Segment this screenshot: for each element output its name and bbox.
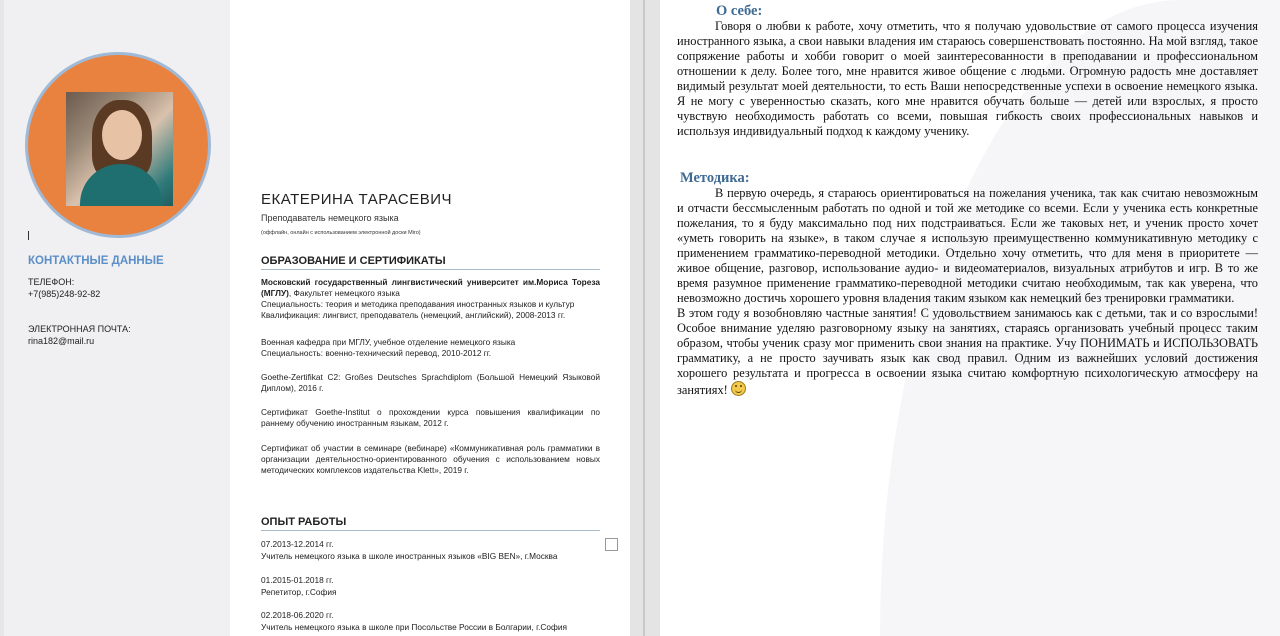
job-description: Репетитор, г.София [261, 587, 337, 597]
section-divider [261, 269, 600, 270]
job-entry [261, 574, 606, 598]
method-text [677, 186, 1258, 398]
page-separator [643, 0, 645, 636]
education-entry: Сертификат об участии в семинаре (вебинаре) «Коммуникативная роль грамматики в организации деятельностно-ориентированного обучения с использованием новых методических комплексов издательства Klett», 2019 г. [261, 443, 600, 475]
lessons-paragraph: В этом году я возобновляю частные занятия! С удовольствием занимаюсь как с детьми, так и со взрослыми! Особое внимание уделяю разговорному языку на занятиях, стараясь организовать учебный процесс таким образом, чтобы ученик сразу мог применить свои знания на практике. Учу ПОНИМАТЬ и ИСПОЛЬЗОВАТЬ грамматику, а не просто заучивать язык как свод правил. Одним из важнейших условий достижения хорошего результата и прогресса в освоении языка считаю комфортную психологическую атмосферу на занятиях! [677, 306, 1258, 397]
email-value: rina182@mail.ru [28, 336, 95, 346]
text-cursor [28, 231, 29, 240]
job-period: 01.2015-01.2018 гг. [261, 575, 334, 585]
contacts-heading: КОНТАКТНЫЕ ДАННЫЕ [28, 255, 164, 267]
smiley-icon [731, 381, 746, 396]
education-entry: Московский государственный лингвистический университет им.Мориса Тореза (МГЛУ), Факультет немецкого языка Специальность: теория и методика преподавания иностранных языков и культур Квалификация: лингвист, преподаватель (немецкий, английский), 2008-2013 гг. [261, 277, 600, 320]
candidate-role-note: (оффлайн, онлайн с использованием электронной доски Miro) [261, 230, 421, 236]
experience-title: ОПЫТ РАБОТЫ [261, 516, 347, 528]
method-heading: Методика: [680, 170, 750, 186]
candidate-role: Преподаватель немецкого языка [261, 213, 399, 223]
job-description: Учитель немецкого языка в школе иностранных языков «BIG BEN», г.Москва [261, 551, 558, 561]
profile-photo[interactable] [66, 92, 173, 206]
job-entry [261, 609, 606, 633]
education-entry: Goethe-Zertifikat C2: Großes Deutsches Sprachdiplom (Большой Немецкий Языковой Диплом), 2016 г. [261, 372, 600, 393]
about-page [660, 0, 1280, 636]
university-name: Московский государственный лингвистический университет им.Мориса Тореза (МГЛУ) [261, 277, 600, 298]
phone-value: +7(985)248-92-82 [28, 289, 101, 299]
section-divider [261, 530, 600, 531]
resume-page [4, 0, 630, 636]
job-period: 07.2013-12.2014 гг. [261, 539, 334, 549]
about-heading: О себе: [716, 3, 763, 19]
about-paragraph: Говоря о любви к работе, хочу отметить, что я получаю удовольствие от самого процесса изучения иностранного языка, а свои навыки владения им стараюсь совершенствовать постоянно. На мой взгляд, такое сопряжение работы и хобби говорит о моей заинтересованности в преподавании и профессиональном отношении к делу. Более того, мне нравится живое общение с людьми. Огромную радость мне доставляет видимый результат моей деятельности, то есть Ваши непосредственные успехи в освоение немецкого языка. Я не могу с уверенностью сказать, кого мне нравится обучать больше — детей или взрослых, я просто чувствую необходимость работать со всеми, повышая гибкость своих профессиональных навыков и используя индивидуальный подход к каждому ученику. [677, 19, 1258, 138]
education-entry: Военная кафедра при МГЛУ, учебное отделение немецкого языка Специальность: военно-технический перевод, 2010-2012 гг. [261, 337, 516, 358]
phone-label: ТЕЛЕФОН: [28, 277, 75, 287]
email-label: ЭЛЕКТРОННАЯ ПОЧТА: [28, 324, 131, 334]
page-gap [630, 0, 660, 636]
layout-options-checkbox[interactable] [605, 538, 618, 551]
education-title: ОБРАЗОВАНИЕ И СЕРТИФИКАТЫ [261, 255, 446, 267]
job-description: Учитель немецкого языка в школе при Посольстве России в Болгарии, г.София [261, 622, 567, 632]
job-period: 02.2018-06.2020 гг. [261, 610, 334, 620]
education-entry: Сертификат Goethe-Institut о прохождении курса повышения квалификации по раннему обучению иностранным языкам, 2012 г. [261, 407, 600, 428]
job-entry [261, 538, 606, 562]
about-text [677, 19, 1258, 139]
candidate-name: ЕКАТЕРИНА ТАРАСЕВИЧ [261, 191, 453, 208]
method-paragraph: В первую очередь, я стараюсь ориентироваться на пожелания ученика, так как считаю невозможным и отчасти бессмысленным работать по одной и той же методике со всеми. Если у ученика есть конкретные пожелания, то я буду максимально под них подстраиваться. Если же таковых нет, и ученик просто хочет «уметь говорить на языке», в таком случае я использую преимущественно коммуникативную методику с применением грамматико-переводной методики. Отдельно хочу отметить, что для меня в приоритете — живое общение, разговор, использование аудио- и видеоматериалов, визуальных атрибутов и игр. В то же время разумное применение грамматико-переводной методики считаю необходимым, так как уверена, что невозможно достичь хорошего уровня владения таким языком как немецкий без тренировки грамматики. [677, 186, 1258, 305]
